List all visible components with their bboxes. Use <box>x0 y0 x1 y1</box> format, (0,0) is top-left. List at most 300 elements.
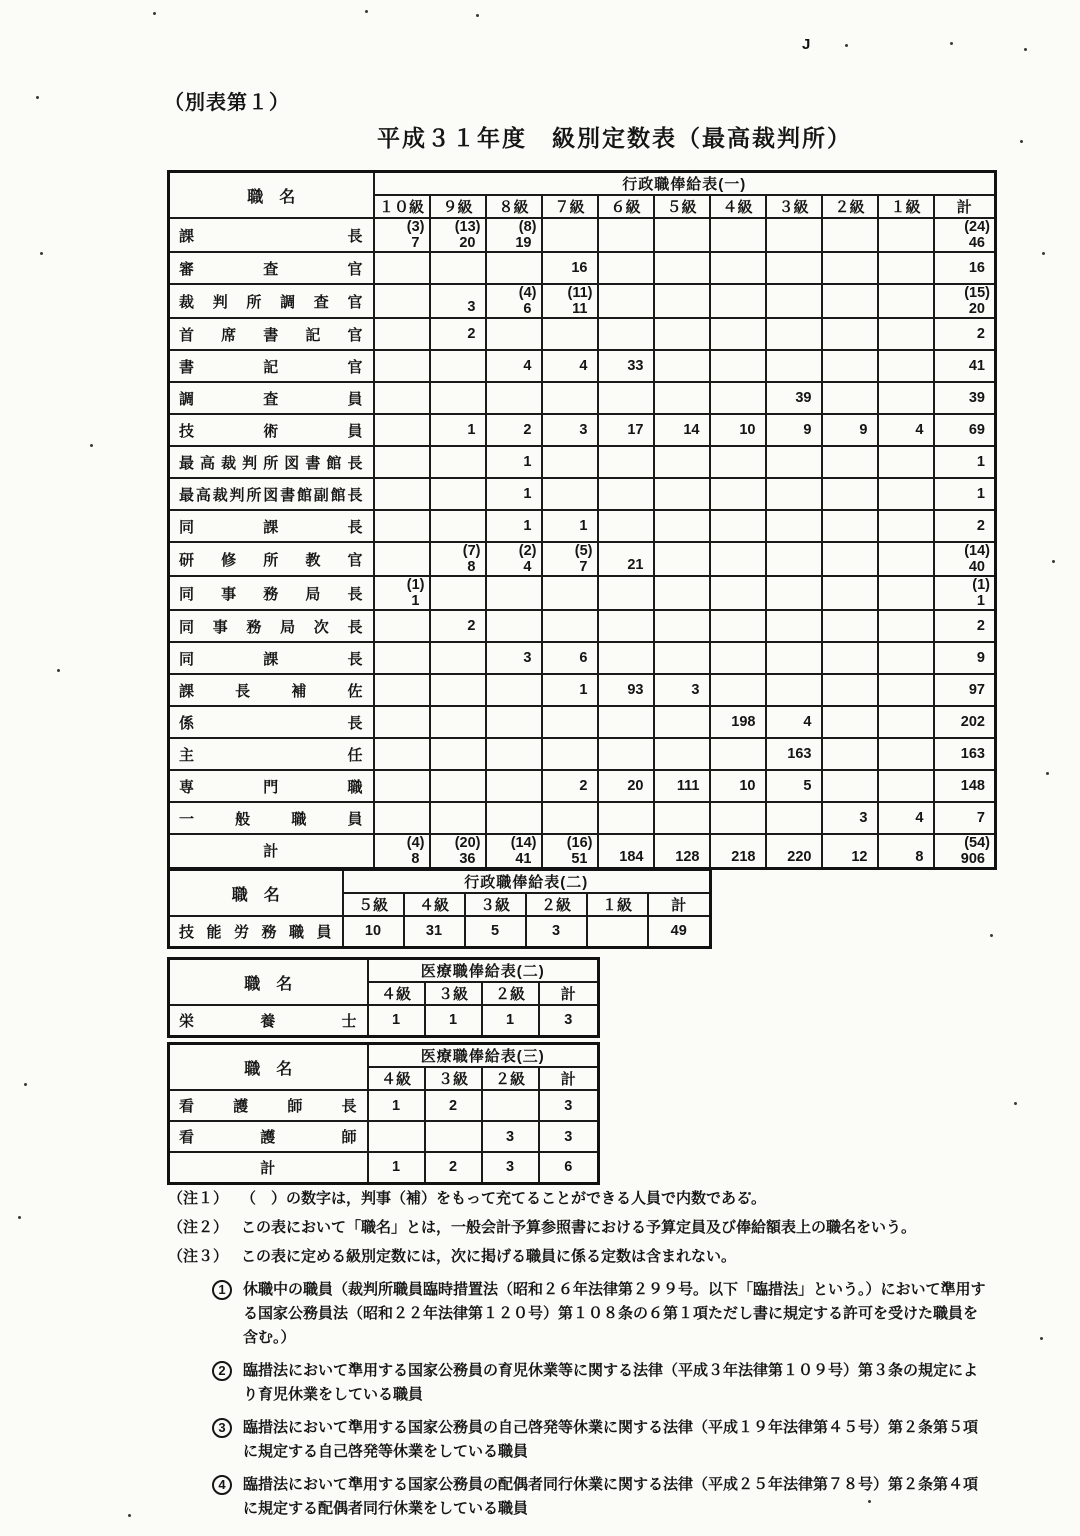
count-cell: (3) 7 <box>374 218 430 252</box>
count-cell <box>654 284 710 318</box>
count-cell: 69 <box>934 414 996 446</box>
count-cell <box>542 738 598 770</box>
count-cell <box>374 738 430 770</box>
count-cell <box>598 802 654 834</box>
count-cell: (2) 4 <box>486 542 542 576</box>
count-cell <box>822 542 878 576</box>
count-cell: 163 <box>934 738 996 770</box>
table-row <box>169 576 996 610</box>
job-title-cell: 技能労務職員 <box>169 916 343 947</box>
scan-speck <box>365 10 368 13</box>
count-cell <box>766 542 822 576</box>
job-title-cell: 調査員 <box>169 382 374 414</box>
count-cell: 2 <box>430 318 486 350</box>
grade-header: ６級 <box>598 195 654 218</box>
grade-header: ９級 <box>430 195 486 218</box>
count-cell <box>878 610 934 642</box>
count-cell <box>710 252 766 284</box>
count-cell <box>822 706 878 738</box>
count-cell: (1) 1 <box>934 576 996 610</box>
count-cell <box>654 738 710 770</box>
count-cell <box>766 318 822 350</box>
grade-header: ５級 <box>343 893 404 916</box>
scan-speck <box>950 42 953 45</box>
table-row <box>169 1152 599 1183</box>
count-cell: 9 <box>766 414 822 446</box>
scan-speck <box>90 444 93 447</box>
grade-header: ３級 <box>465 893 526 916</box>
count-cell: 9 <box>934 642 996 674</box>
grade-header: ４級 <box>368 982 425 1005</box>
circled-number: 2 <box>212 1361 232 1381</box>
count-cell <box>374 414 430 446</box>
count-cell <box>710 284 766 318</box>
grade-header: ２級 <box>482 1067 539 1090</box>
count-cell: 220 <box>766 834 822 868</box>
count-cell <box>654 382 710 414</box>
count-cell: 2 <box>430 610 486 642</box>
note-text: （ ）の数字は，判事（補）をもって充てることができる人員で内数である。 <box>241 1190 767 1207</box>
job-title-cell: 同課長 <box>169 642 374 674</box>
job-title-cell: 同課長 <box>169 510 374 542</box>
count-cell <box>430 252 486 284</box>
count-cell <box>486 706 542 738</box>
pay-schedule-header: 行政職俸給表(一) <box>374 172 996 196</box>
job-title-cell: 首席書記官 <box>169 318 374 350</box>
count-cell <box>486 576 542 610</box>
count-cell <box>374 478 430 510</box>
job-title-cell: 同事務局長 <box>169 576 374 610</box>
count-cell <box>542 478 598 510</box>
scan-speck <box>1052 560 1055 563</box>
count-cell <box>710 576 766 610</box>
count-cell: (7) 8 <box>430 542 486 576</box>
count-cell: 5 <box>465 916 526 947</box>
table-medical-pay-3 <box>167 1042 600 1185</box>
grade-header: 計 <box>648 893 711 916</box>
count-cell <box>598 218 654 252</box>
scan-speck <box>40 252 43 255</box>
job-title-header: 職 名 <box>169 959 368 1006</box>
table-row <box>169 1090 599 1121</box>
count-cell <box>710 802 766 834</box>
count-cell: (5) 7 <box>542 542 598 576</box>
count-cell <box>710 542 766 576</box>
scan-speck <box>153 12 156 15</box>
count-cell: 3 <box>482 1121 539 1152</box>
job-title-cell: 研修所教官 <box>169 542 374 576</box>
table-admin-pay-1 <box>167 170 997 870</box>
count-cell <box>766 802 822 834</box>
count-cell: 1 <box>934 446 996 478</box>
count-cell <box>654 706 710 738</box>
table-row <box>169 916 711 947</box>
count-cell: 5 <box>766 770 822 802</box>
count-cell: (54) 906 <box>934 834 996 868</box>
count-cell <box>654 802 710 834</box>
count-cell <box>878 510 934 542</box>
count-cell: 1 <box>368 1090 425 1121</box>
scan-speck <box>24 1083 27 1086</box>
job-title-cell: 課長 <box>169 218 374 252</box>
count-cell: 7 <box>934 802 996 834</box>
count-cell: 111 <box>654 770 710 802</box>
job-title-cell: 最高裁判所図書館長 <box>169 446 374 478</box>
scan-speck <box>845 44 848 47</box>
note-label: （注１） <box>168 1190 229 1207</box>
table-row <box>169 318 996 350</box>
count-cell: 3 <box>542 414 598 446</box>
grade-header: ５級 <box>654 195 710 218</box>
count-cell: 3 <box>482 1152 539 1183</box>
count-cell: 163 <box>766 738 822 770</box>
count-cell <box>766 510 822 542</box>
count-cell <box>766 252 822 284</box>
grade-header: ３級 <box>425 982 482 1005</box>
count-cell <box>542 706 598 738</box>
count-cell <box>822 642 878 674</box>
job-title-cell: 計 <box>169 1152 368 1183</box>
count-cell: 2 <box>934 610 996 642</box>
count-cell <box>374 642 430 674</box>
count-cell: 6 <box>539 1152 599 1183</box>
count-cell <box>766 218 822 252</box>
count-cell <box>766 642 822 674</box>
count-cell <box>368 1121 425 1152</box>
count-cell <box>654 576 710 610</box>
count-cell <box>374 510 430 542</box>
job-title-cell: 栄養士 <box>169 1005 368 1036</box>
table-row <box>169 542 996 576</box>
count-cell <box>374 802 430 834</box>
count-cell <box>598 510 654 542</box>
count-cell <box>598 610 654 642</box>
count-cell <box>822 738 878 770</box>
count-cell <box>374 446 430 478</box>
table-row <box>169 510 996 542</box>
count-cell <box>766 350 822 382</box>
count-cell: (13) 20 <box>430 218 486 252</box>
count-cell <box>878 576 934 610</box>
count-cell <box>878 446 934 478</box>
count-cell <box>822 510 878 542</box>
grade-header: １級 <box>878 195 934 218</box>
count-cell <box>598 478 654 510</box>
count-cell <box>710 218 766 252</box>
count-cell <box>822 446 878 478</box>
count-cell: 3 <box>486 642 542 674</box>
count-cell <box>374 284 430 318</box>
count-cell <box>486 382 542 414</box>
job-title-cell: 一般職員 <box>169 802 374 834</box>
count-cell <box>878 642 934 674</box>
table-row <box>169 642 996 674</box>
count-cell <box>822 382 878 414</box>
job-title-cell: 書記官 <box>169 350 374 382</box>
table-row <box>169 284 996 318</box>
grade-header: ４級 <box>404 893 465 916</box>
count-cell <box>430 478 486 510</box>
count-cell: 21 <box>598 542 654 576</box>
count-cell: 3 <box>539 1090 599 1121</box>
count-cell: 33 <box>598 350 654 382</box>
count-cell <box>430 642 486 674</box>
count-cell <box>878 738 934 770</box>
table-row <box>169 1121 599 1152</box>
note-label: （注３） <box>168 1248 229 1265</box>
note-label: （注２） <box>168 1219 229 1236</box>
note-numbered-item <box>212 1473 1008 1521</box>
circled-number: 4 <box>212 1475 232 1495</box>
scan-speck <box>1020 140 1023 143</box>
count-cell <box>598 382 654 414</box>
count-cell: (8) 19 <box>486 218 542 252</box>
grade-header: １級 <box>587 893 648 916</box>
job-title-cell: 課長補佐 <box>169 674 374 706</box>
scan-speck <box>990 934 993 937</box>
count-cell: 93 <box>598 674 654 706</box>
note-numbered-text: 臨措法において準用する国家公務員の配偶者同行休業に関する法律（平成２５年法律第７８号）第２条第４項に規定する配偶者同行休業をしている職員 <box>243 1476 979 1517</box>
count-cell <box>710 318 766 350</box>
count-cell: 1 <box>368 1005 425 1036</box>
count-cell <box>542 446 598 478</box>
count-cell <box>598 318 654 350</box>
count-cell: 3 <box>430 284 486 318</box>
table-row <box>169 834 996 868</box>
scan-mark: J <box>802 36 811 53</box>
count-cell: 97 <box>934 674 996 706</box>
count-cell <box>878 284 934 318</box>
count-cell: 2 <box>425 1152 482 1183</box>
count-cell <box>654 318 710 350</box>
scan-speck <box>36 96 39 99</box>
note-numbered-item <box>212 1416 1008 1464</box>
count-cell <box>598 252 654 284</box>
count-cell: 16 <box>934 252 996 284</box>
count-cell <box>654 642 710 674</box>
count-cell <box>374 350 430 382</box>
count-cell <box>822 610 878 642</box>
circled-number: 1 <box>212 1280 232 1300</box>
count-cell <box>598 576 654 610</box>
count-cell <box>542 382 598 414</box>
count-cell <box>598 642 654 674</box>
scan-speck <box>57 669 60 672</box>
circled-number: 3 <box>212 1418 232 1438</box>
table-row <box>169 610 996 642</box>
scan-speck <box>476 14 479 17</box>
table-row <box>169 218 996 252</box>
table-row <box>169 252 996 284</box>
scan-speck <box>1014 1102 1017 1105</box>
note-item <box>168 1186 1008 1211</box>
count-cell: 1 <box>542 674 598 706</box>
count-cell <box>710 478 766 510</box>
job-title-cell: 裁判所調査官 <box>169 284 374 318</box>
count-cell <box>654 478 710 510</box>
grade-header: ２級 <box>822 195 878 218</box>
job-title-cell: 審査官 <box>169 252 374 284</box>
count-cell: 14 <box>654 414 710 446</box>
job-title-cell: 専門職 <box>169 770 374 802</box>
job-title-header: 職 名 <box>169 870 343 917</box>
pay-schedule-header: 医療職俸給表(二) <box>368 959 599 983</box>
count-cell: 1 <box>934 478 996 510</box>
job-title-cell: 看護師長 <box>169 1090 368 1121</box>
count-cell <box>598 738 654 770</box>
grade-header: 計 <box>934 195 996 218</box>
count-cell: 49 <box>648 916 711 947</box>
note-numbered-item <box>212 1278 1008 1350</box>
count-cell: 1 <box>486 446 542 478</box>
count-cell: (14) 40 <box>934 542 996 576</box>
grade-header: 計 <box>539 982 599 1005</box>
count-cell <box>878 674 934 706</box>
count-cell <box>587 916 648 947</box>
count-cell <box>878 478 934 510</box>
count-cell <box>542 610 598 642</box>
table-row <box>169 350 996 382</box>
table-row <box>169 446 996 478</box>
count-cell <box>878 350 934 382</box>
count-cell: 128 <box>654 834 710 868</box>
count-cell: 3 <box>822 802 878 834</box>
count-cell <box>878 318 934 350</box>
count-cell: (20) 36 <box>430 834 486 868</box>
count-cell <box>654 218 710 252</box>
count-cell: (14) 41 <box>486 834 542 868</box>
job-title-cell: 看護師 <box>169 1121 368 1152</box>
count-cell: 1 <box>542 510 598 542</box>
scan-speck <box>1046 772 1049 775</box>
note-numbered-text: 臨措法において準用する国家公務員の育児休業等に関する法律（平成３年法律第１０９号）第３条の規定により育児休業をしている職員 <box>243 1362 979 1403</box>
count-cell: 218 <box>710 834 766 868</box>
scan-speck <box>128 1514 131 1517</box>
count-cell: (16) 51 <box>542 834 598 868</box>
grade-header: ７級 <box>542 195 598 218</box>
count-cell <box>766 610 822 642</box>
count-cell <box>374 318 430 350</box>
count-cell: 16 <box>542 252 598 284</box>
count-cell <box>374 382 430 414</box>
notes-section <box>168 1186 1008 1530</box>
count-cell <box>766 674 822 706</box>
count-cell <box>822 218 878 252</box>
count-cell: 3 <box>654 674 710 706</box>
count-cell: 2 <box>934 510 996 542</box>
count-cell <box>482 1090 539 1121</box>
count-cell: 184 <box>598 834 654 868</box>
table-row <box>169 802 996 834</box>
count-cell: (4) 6 <box>486 284 542 318</box>
count-cell <box>822 318 878 350</box>
grade-header: ８級 <box>486 195 542 218</box>
count-cell <box>654 610 710 642</box>
count-cell <box>766 478 822 510</box>
count-cell <box>878 252 934 284</box>
count-cell <box>822 478 878 510</box>
count-cell: 17 <box>598 414 654 446</box>
annex-label: （別表第１） <box>164 92 290 114</box>
count-cell: 2 <box>934 318 996 350</box>
count-cell <box>710 510 766 542</box>
count-cell <box>486 770 542 802</box>
count-cell <box>598 284 654 318</box>
count-cell: 4 <box>766 706 822 738</box>
grade-header: ２級 <box>526 893 587 916</box>
count-cell: 3 <box>539 1121 599 1152</box>
count-cell <box>430 350 486 382</box>
count-cell <box>486 252 542 284</box>
count-cell <box>430 770 486 802</box>
count-cell <box>486 802 542 834</box>
table-row <box>169 674 996 706</box>
count-cell <box>710 610 766 642</box>
count-cell <box>710 674 766 706</box>
job-title-header: 職 名 <box>169 172 374 219</box>
count-cell: 3 <box>539 1005 599 1036</box>
count-cell <box>486 318 542 350</box>
grade-header: ２級 <box>482 982 539 1005</box>
job-title-cell: 技術員 <box>169 414 374 446</box>
count-cell <box>598 706 654 738</box>
count-cell: 41 <box>934 350 996 382</box>
grade-header: ３級 <box>766 195 822 218</box>
table-row <box>169 478 996 510</box>
count-cell <box>654 510 710 542</box>
grade-header: 計 <box>539 1067 599 1090</box>
note-text: この表に定める級別定数には，次に掲げる職員に係る定数は含まれない。 <box>241 1248 737 1265</box>
job-title-cell: 計 <box>169 834 374 868</box>
count-cell <box>430 510 486 542</box>
count-cell: 20 <box>598 770 654 802</box>
count-cell: (11) 11 <box>542 284 598 318</box>
job-title-cell: 係長 <box>169 706 374 738</box>
page-title: 平成３１年度 級別定数表（最高裁判所） <box>377 125 852 151</box>
count-cell <box>430 446 486 478</box>
count-cell <box>710 446 766 478</box>
count-cell: 10 <box>710 770 766 802</box>
count-cell: (15) 20 <box>934 284 996 318</box>
count-cell <box>878 770 934 802</box>
count-cell: 39 <box>934 382 996 414</box>
count-cell <box>542 576 598 610</box>
count-cell <box>374 610 430 642</box>
count-cell <box>878 382 934 414</box>
job-title-cell: 同事務局次長 <box>169 610 374 642</box>
count-cell <box>430 738 486 770</box>
count-cell <box>766 576 822 610</box>
count-cell <box>374 770 430 802</box>
note-item <box>168 1215 1008 1240</box>
table-row <box>169 770 996 802</box>
count-cell <box>542 218 598 252</box>
count-cell: 12 <box>822 834 878 868</box>
count-cell: 4 <box>486 350 542 382</box>
count-cell <box>486 610 542 642</box>
table-row <box>169 414 996 446</box>
count-cell <box>822 674 878 706</box>
count-cell: 9 <box>822 414 878 446</box>
count-cell <box>430 382 486 414</box>
count-cell <box>425 1121 482 1152</box>
table-row <box>169 738 996 770</box>
count-cell <box>710 350 766 382</box>
count-cell: 1 <box>486 478 542 510</box>
count-cell <box>878 218 934 252</box>
count-cell: 8 <box>878 834 934 868</box>
count-cell <box>430 576 486 610</box>
